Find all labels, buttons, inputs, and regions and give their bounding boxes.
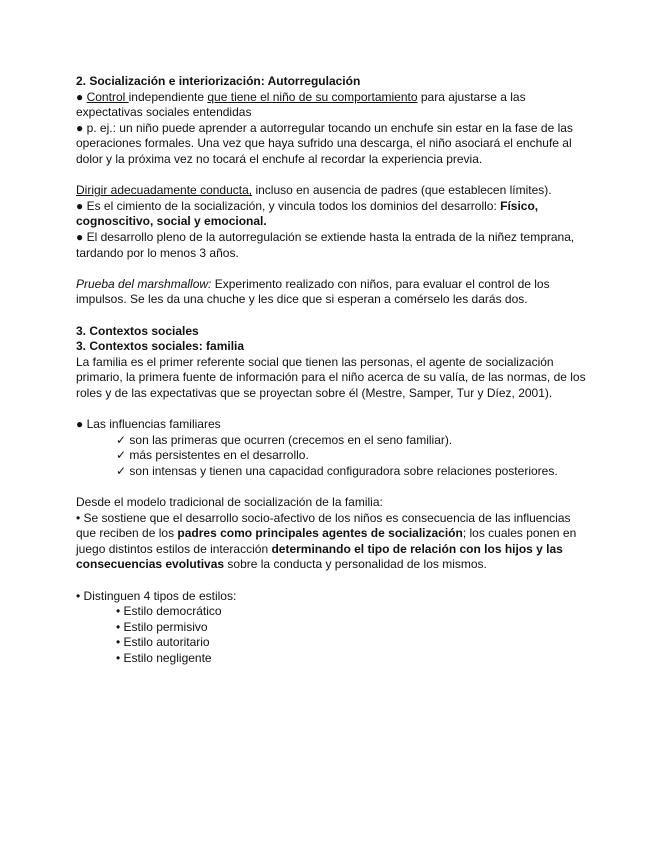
italic-prueba-marshmallow: Prueba del marshmallow: bbox=[76, 276, 212, 291]
text-run: incluso en ausencia de padres (que establecen límites). bbox=[252, 183, 552, 198]
check-item: ✓ son las primeras que ocurren (crecemos en el seno familiar). bbox=[116, 432, 453, 447]
text-run: independiente bbox=[128, 89, 208, 104]
paragraph-dirigir-conducta bbox=[76, 183, 586, 199]
paragraph-familia-intro: La familia es el primer referente social que tienen las personas, el agente de socialización primario, la primera fuente de información para el niño acerca de su valía, de las normas, de los roles y de las expectativas que se proyectan sobre él (Mestre, Samper, Tur y Díez, 2001). bbox=[76, 354, 586, 400]
bold-dominios: Físico, cognoscitivo, social y emocional. bbox=[76, 198, 539, 229]
bullet: ● bbox=[76, 89, 87, 104]
paragraph-cimiento bbox=[76, 199, 586, 230]
paragraph-control bbox=[76, 90, 586, 121]
text-run: sobre la conducta y personalidad de los mismos. bbox=[224, 557, 487, 572]
text-run: • Se sostiene que el desarrollo socio-afectivo de los niños es consecuencia de las influencias que reciben de los bbox=[76, 510, 571, 541]
style-item: • Estilo democrático bbox=[116, 604, 222, 619]
subsection-heading-familia: 3. Contextos sociales: familia bbox=[76, 339, 245, 354]
section-heading-contextos: 3. Contextos sociales bbox=[76, 323, 199, 338]
paragraph-desarrollo-pleno: ● El desarrollo pleno de la autorregulación se extiende hasta la entrada de la niñez temprana, tardando por lo menos 3 años. bbox=[76, 229, 575, 260]
style-item: • Estilo negligente bbox=[116, 650, 212, 665]
paragraph-example-enchufe: ● p. ej.: un niño puede aprender a autorregular tocando un enchufe sin estar en la fase de las operaciones formales. Una vez que haya sufrido una descarga, el niño asociará el enchufe al dolor y la próxima vez no tocará el enchufe al recordar la experiencia previa. bbox=[76, 120, 573, 166]
text-run: ● Es el cimiento de la socialización, y vincula todos los dominios del desarrollo: bbox=[76, 198, 501, 213]
text-run: Experimento realizado con niños, para evaluar el control de los impulsos. Se les da una chuche y les dice que si esperan a comérselo les darás dos. bbox=[76, 276, 550, 307]
text-run: para ajustarse a las expectativas sociales entendidas bbox=[76, 89, 526, 120]
check-item: ✓ más persistentes en el desarrollo. bbox=[116, 448, 309, 463]
paragraph-modelo-tradicional: Desde el modelo tradicional de socialización de la familia: bbox=[76, 495, 383, 510]
style-item: • Estilo permisivo bbox=[116, 619, 208, 634]
paragraph-marshmallow bbox=[76, 277, 586, 308]
underlined-phrase-dirigir: Dirigir adecuadamente conducta, bbox=[76, 183, 253, 198]
document-page bbox=[76, 74, 586, 667]
paragraph-desarrollo-socioafectivo bbox=[76, 511, 586, 573]
bold-tipo-relacion: determinando el tipo de relación con los hijos y las consecuencias evolutivas bbox=[76, 541, 563, 572]
list-label-estilos: • Distinguen 4 tipos de estilos: bbox=[76, 588, 237, 603]
bold-padres-agentes: padres como principales agentes de socialización bbox=[177, 526, 463, 541]
list-label-influencias: ● Las influencias familiares bbox=[76, 417, 221, 432]
section-heading-autorregulacion: 2. Socialización e interiorización: Autorregulación bbox=[76, 74, 361, 88]
check-item: ✓ son intensas y tienen una capacidad configuradora sobre relaciones posteriores. bbox=[116, 463, 558, 478]
text-run: ; los cuales ponen en juego distintos estilos de interacción bbox=[76, 526, 577, 556]
underlined-term-control: Control bbox=[86, 89, 129, 104]
style-item: • Estilo autoritario bbox=[116, 635, 210, 650]
underlined-phrase: que tiene el niño de su comportamiento bbox=[207, 89, 418, 104]
